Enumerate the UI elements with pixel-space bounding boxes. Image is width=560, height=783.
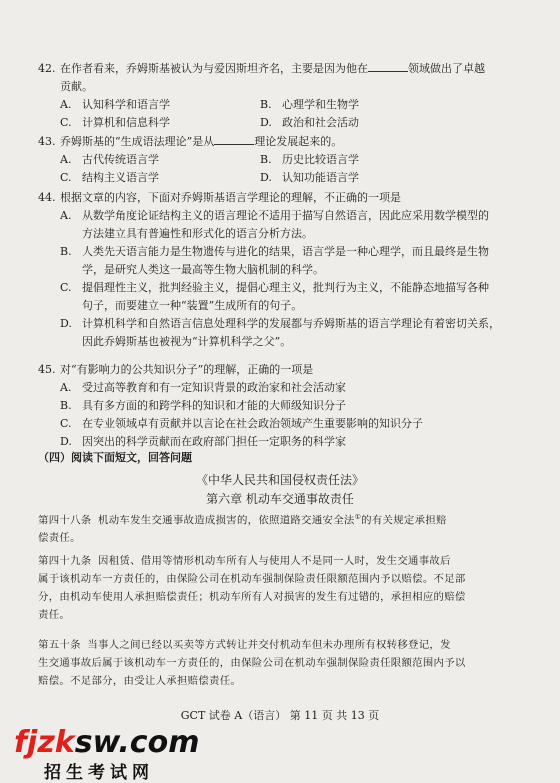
question-number: 44. <box>38 191 56 204</box>
answer-blank <box>368 61 408 72</box>
question-44 <box>38 189 538 351</box>
answer-blank <box>214 134 254 145</box>
question-stem: 乔姆斯基的“生成语法理论”是从 <box>60 135 215 148</box>
question-stem-cont: 领域做出了卓越 <box>408 62 485 75</box>
page-footer: GCT 试卷 A（语言） 第 11 页 共 13 页 <box>180 709 380 722</box>
option-c: C. 在专业领域卓有贡献并以言论在社会政治领域产生重要影响的知识分子 <box>60 417 423 430</box>
question-stem: 根据文章的内容，下面对乔姆斯基语言学理论的理解，不正确的一项是 <box>60 191 401 204</box>
law-title: 《中华人民共和国侵权责任法》 <box>195 473 364 487</box>
option-d: D. 政治和社会活动 <box>260 116 359 129</box>
option-b: B. 心理学和生物学 <box>260 98 359 111</box>
option-b: B. 人类先天语言能力是生物遗传与进化的结果，语言学是一种心理学，而且最终是生物 学，是研究人类这一最高等生物大脑机制的科学。 <box>60 245 489 276</box>
question-stem: 在作者看来，乔姆斯基被认为与爱因斯坦齐名，主要是因为他在 <box>60 62 368 75</box>
site-watermark-logo: fjzksw.com 招生考试网 <box>14 725 200 783</box>
option-a: A. 古代传统语言学 <box>60 153 159 166</box>
question-43 <box>38 133 538 187</box>
article-48: 第四十八条 机动车发生交通事故造成损害的，依照道路交通安全法①的有关规定承担赔 偿责任。 <box>38 513 447 545</box>
question-stem-cont: 贡献。 <box>60 80 93 93</box>
option-a: A. 认知科学和语言学 <box>60 98 170 111</box>
question-number: 43. <box>38 135 56 148</box>
chapter-title: 第六章 机动车交通事故责任 <box>206 492 354 506</box>
question-45 <box>38 361 538 451</box>
option-b: B. 历史比较语言学 <box>260 153 359 166</box>
question-42 <box>38 60 538 132</box>
article-50: 第五十条 当事人之间已经以买卖等方式转让并交付机动车但未办理所有权转移登记，发 生交通事故后属于该机动车一方责任的，由保险公司在机动车强制保险责任限额范围内予以 赔偿。不足部分，由受让人承担赔偿责任。 <box>38 639 466 687</box>
question-number: 45. <box>38 363 56 376</box>
option-d: D. 因突出的科学贡献而在政府部门担任一定职务的科学家 <box>60 435 346 448</box>
option-b: B. 具有多方面的和跨学科的知识和才能的大师级知识分子 <box>60 399 346 412</box>
option-c: C. 提倡理性主义，批判经验主义，提倡心理主义，批判行为主义，不能静态地描写各种 句子，而要建立一种“装置”生成所有的句子。 <box>60 281 489 312</box>
question-number: 42. <box>38 62 56 75</box>
option-d: D. 计算机科学和自然语言信息处理科学的发展都与乔姆斯基的语言学理论有着密切关系， 因此乔姆斯基也被视为“计算机科学之父”。 <box>60 317 500 348</box>
article-49: 第四十九条 因租赁、借用等情形机动车所有人与使用人不是同一人时，发生交通事故后 属于该机动车一方责任的，由保险公司在机动车强制保险责任限额范围内予以赔偿。不足部 分，由机动车使用人承担赔偿责任；机动车所有人对损害的发生有过错的，承担相应的赔偿 责任。 <box>38 555 466 621</box>
option-a: A. 受过高等教育和有一定知识背景的政治家和社会活动家 <box>60 381 346 394</box>
question-stem: 对“有影响力的公共知识分子”的理解，正确的一项是 <box>60 363 314 376</box>
option-a: A. 从数学角度论证结构主义的语言理论不适用于描写自然语言，因此应采用数学模型的 方法建立具有普遍性和形式化的语言分析方法。 <box>60 209 489 240</box>
section-heading: （四）阅读下面短文，回答问题 <box>38 451 192 464</box>
question-stem-cont: 理论发展起来的。 <box>254 135 343 148</box>
option-c: C. 结构主义语言学 <box>60 171 159 184</box>
option-c: C. 计算机和信息科学 <box>60 116 170 129</box>
option-d: D. 认知功能语言学 <box>260 171 359 184</box>
